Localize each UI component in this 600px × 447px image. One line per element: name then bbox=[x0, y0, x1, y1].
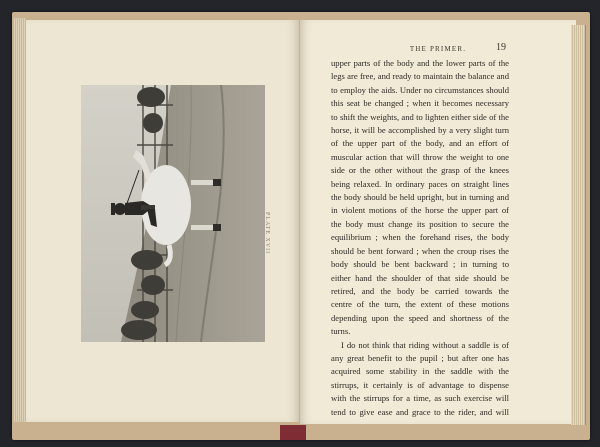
text-line: either hand the shoulder of that side should be bbox=[331, 272, 509, 283]
text-line: side or the other without the grasp of the knees bbox=[331, 165, 509, 176]
text-line: body should be bent backward ; in turning to bbox=[331, 259, 509, 270]
body-text bbox=[331, 57, 509, 419]
text-line: the body should be held upright, but in turning and bbox=[331, 192, 509, 203]
text-line: with the stirrups for a time, as such exercise will bbox=[331, 393, 509, 404]
text-line: upper parts of the body and the lower parts of the bbox=[331, 58, 509, 68]
text-line: legs are free, and ready to maintain the balance and bbox=[331, 71, 509, 82]
text-line: muscular action that will throw the weight to one bbox=[331, 151, 509, 162]
text-line: I do not think that riding without a saddle is of bbox=[341, 339, 509, 350]
text-line: tend to give ease and grace to the rider, and will bbox=[331, 406, 509, 417]
text-line: retired, and the body be carried towards the bbox=[331, 285, 509, 296]
text-line: depending upon the speed and shortness of the bbox=[331, 312, 509, 323]
plate-caption: PLATE XVII bbox=[264, 212, 270, 255]
text-line: to employ the aids. Under no circumstances should bbox=[331, 84, 509, 95]
text-line: equilibrium ; when the forehand rises, the body bbox=[331, 232, 509, 243]
running-head: THE PRIMER. bbox=[409, 45, 467, 53]
text-line: being relaxed. In ordinary paces on straight lines bbox=[331, 178, 509, 189]
text-line: acquired some stability in the saddle with the bbox=[331, 366, 509, 377]
page-number: 19 bbox=[496, 42, 506, 53]
text-line: centre of the turn, the extent of these motions bbox=[331, 299, 509, 310]
text-line: to shift the weights, and to lighten either side of the bbox=[331, 111, 509, 122]
text-line: of the upper part of the body, and an effort of bbox=[331, 138, 509, 149]
text-line: stirrups, it certainly is of advantage to dispense bbox=[331, 379, 509, 390]
bookmark-ribbon bbox=[280, 425, 306, 440]
left-page-edges bbox=[14, 18, 26, 422]
text-line: the body must change its position to secure the bbox=[331, 218, 509, 229]
text-line: this seat be changed ; when it becomes necessary bbox=[331, 98, 509, 109]
text-line: horse, it will be accomplished by a very slight turn bbox=[331, 125, 509, 136]
right-page-edges bbox=[571, 25, 586, 425]
text-line: should be bent forward ; when the croup rises the bbox=[331, 245, 509, 256]
horse-rider-illustration bbox=[81, 85, 265, 342]
text-line: any great benefit to the pupil ; but after one has bbox=[331, 352, 509, 363]
text-line: turns. bbox=[331, 326, 351, 337]
text-line: in violent motions of the horse the upper part of bbox=[331, 205, 509, 216]
plate-photograph bbox=[81, 85, 265, 342]
